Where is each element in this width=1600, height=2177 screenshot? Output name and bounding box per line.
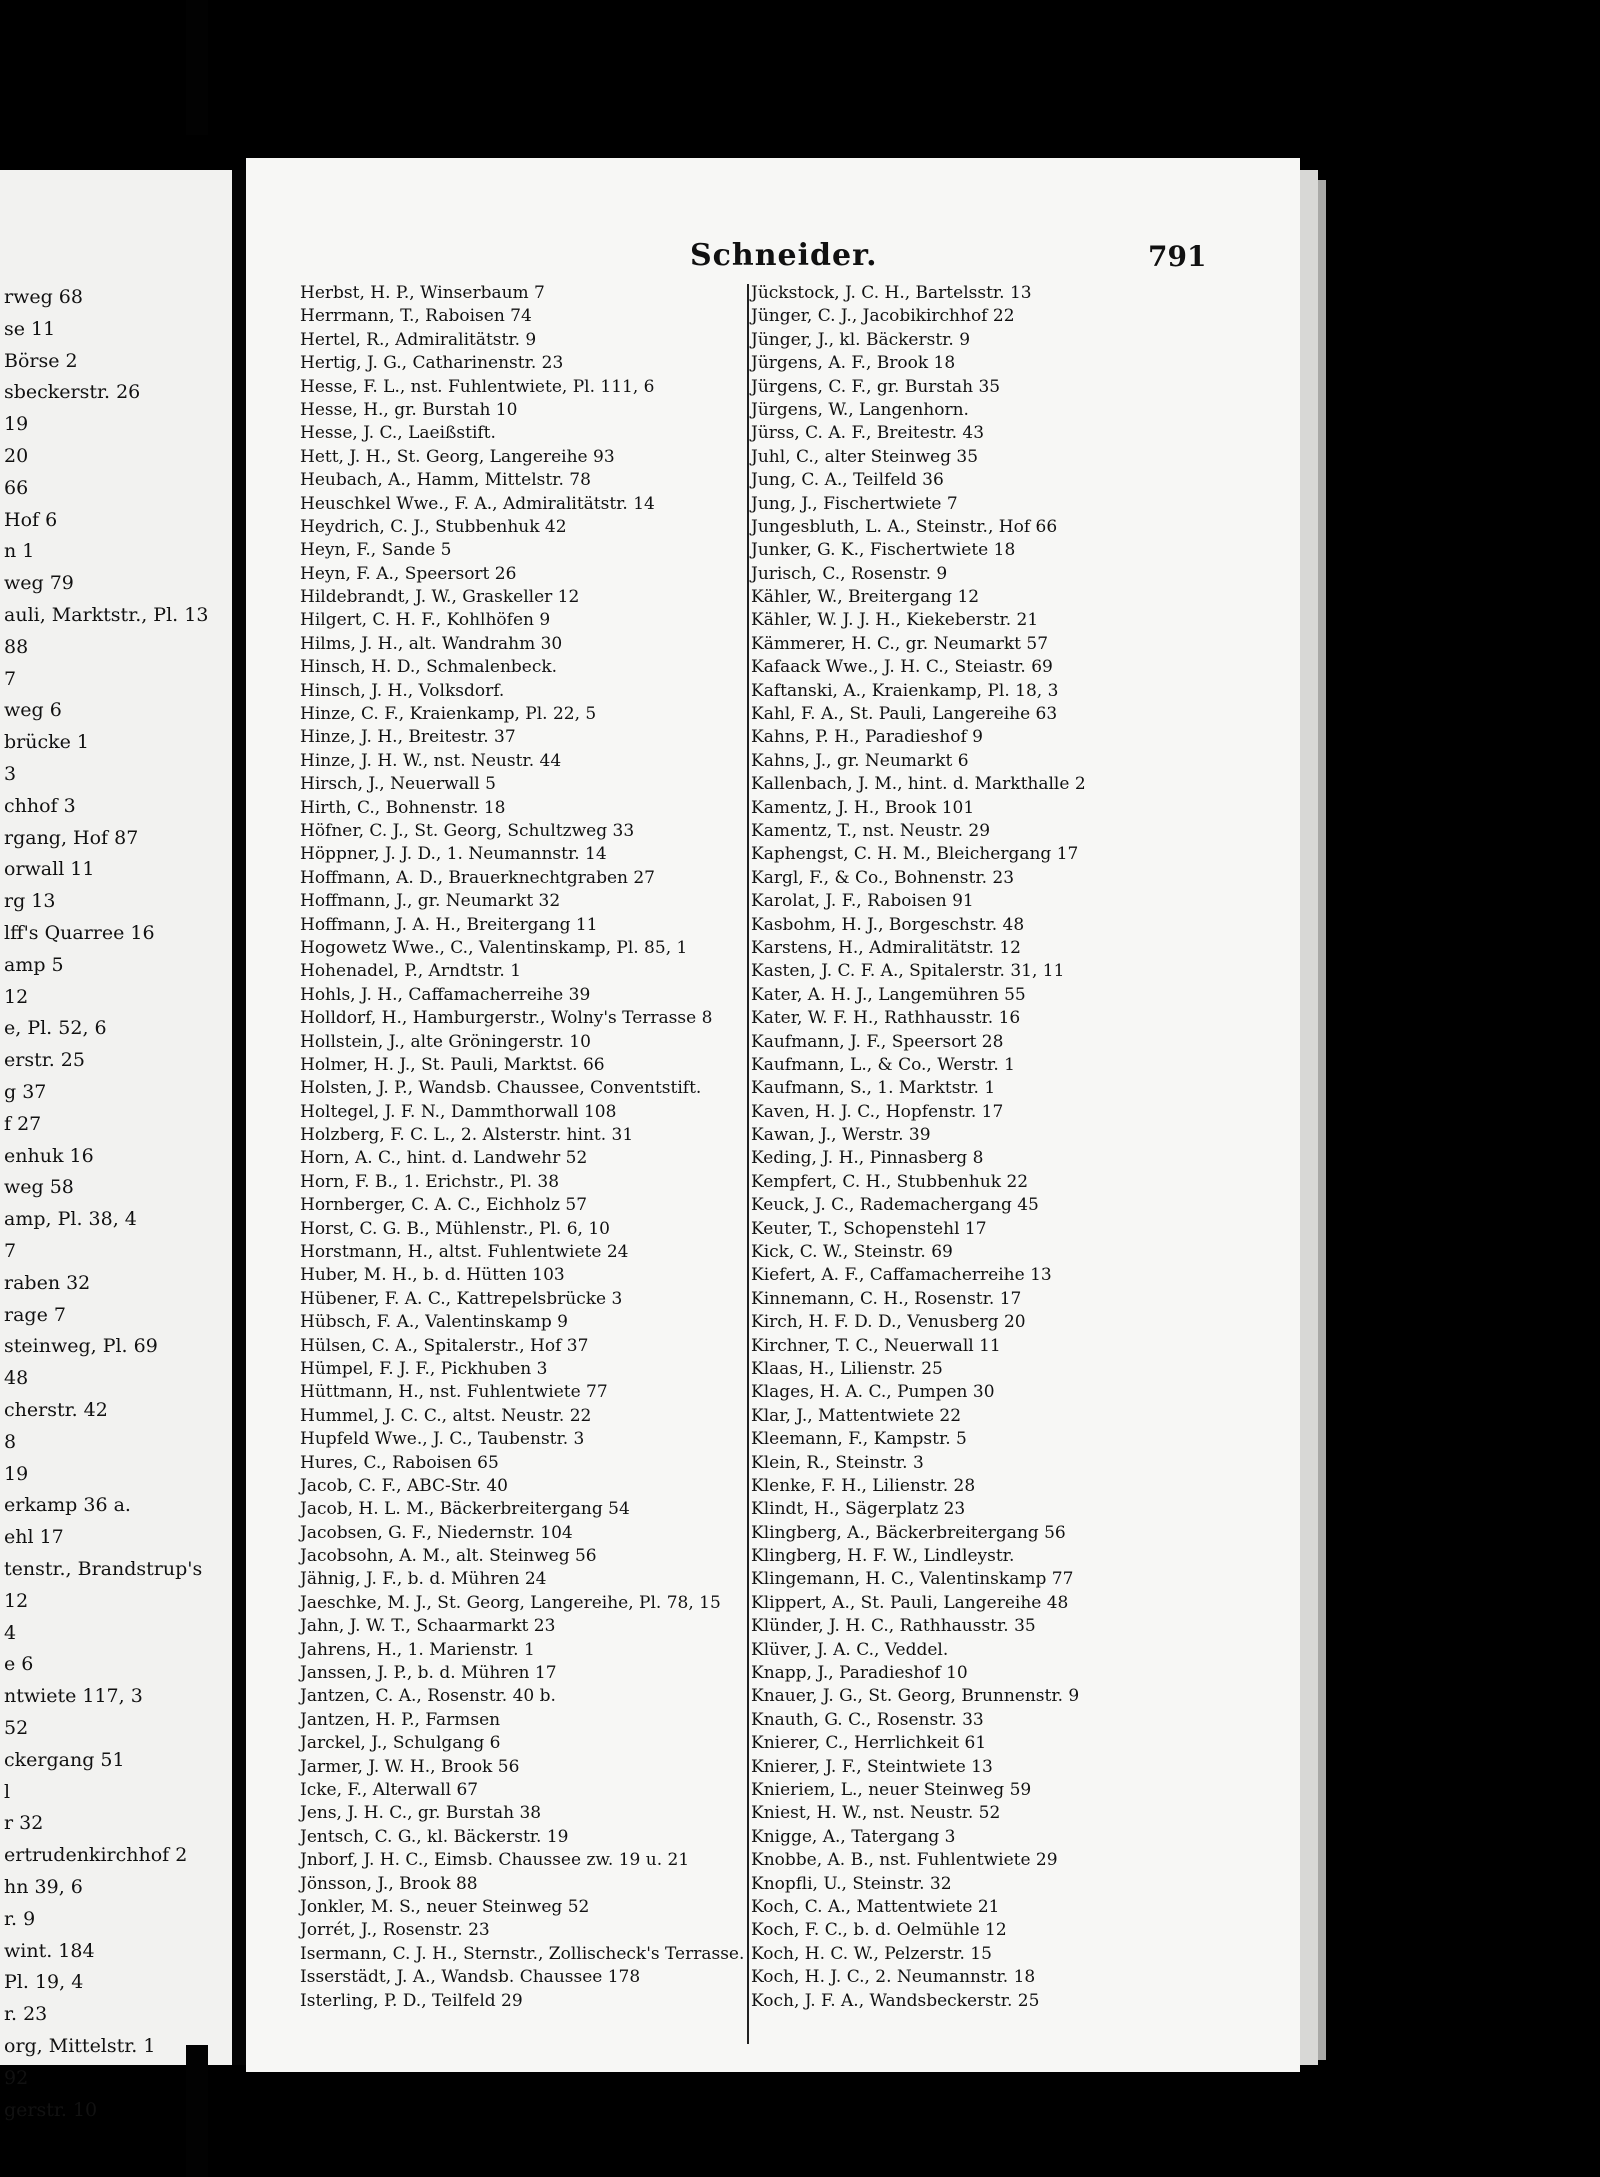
directory-entry: r. 9: [4, 1907, 36, 1930]
directory-entry: 66: [4, 476, 29, 499]
directory-entry: Hoffmann, J., gr. Neumarkt 32: [300, 891, 561, 912]
directory-entry: Knigge, A., Tatergang 3: [751, 1826, 956, 1847]
directory-entry: Hohenadel, P., Arndtstr. 1: [300, 961, 522, 982]
directory-entry: tenstr., Brandstrup's: [4, 1558, 203, 1580]
directory-entry: ertrudenkirchhof 2: [4, 1844, 188, 1867]
directory-entry: Knopfli, U., Steinstr. 32: [751, 1873, 952, 1894]
directory-entry: Knieriem, L., neuer Steinweg 59: [751, 1780, 1032, 1800]
right-page: [246, 158, 1300, 2072]
directory-entry: Kargl, F., & Co., Bohnenstr. 23: [751, 867, 1015, 888]
page-tab-bottom: [186, 2045, 208, 2177]
directory-entry: Kähler, W., Breitergang 12: [751, 587, 980, 608]
directory-entry: ehl 17: [4, 1526, 64, 1549]
directory-entry: Hüttmann, H., nst. Fuhlentwiete 77: [300, 1382, 608, 1403]
directory-entry: Hesse, J. C., Laeißstift.: [300, 423, 496, 444]
directory-entry: Hinsch, H. D., Schmalenbeck.: [300, 657, 558, 678]
directory-entry: Klippert, A., St. Pauli, Langereihe 48: [751, 1592, 1069, 1613]
directory-entry: Hirsch, J., Neuerwall 5: [300, 774, 496, 795]
directory-entry: amp, Pl. 38, 4: [4, 1208, 137, 1231]
directory-entry: Klein, R., Steinstr. 3: [751, 1452, 924, 1473]
directory-entry: Kater, W. F. H., Rathhausstr. 16: [751, 1008, 1021, 1029]
directory-entry: g 37: [4, 1081, 47, 1103]
directory-entry: Jurisch, C., Rosenstr. 9: [751, 563, 948, 584]
directory-entry: steinweg, Pl. 69: [4, 1335, 158, 1358]
directory-entry: Jönsson, J., Brook 88: [300, 1873, 478, 1894]
directory-entry: Jaeschke, M. J., St. Georg, Langereihe, Pl. 78, 15: [300, 1592, 721, 1613]
directory-entry: Kempfert, C. H., Stubbenhuk 22: [751, 1171, 1029, 1192]
directory-entry: Jahrens, H., 1. Marienstr. 1: [300, 1639, 535, 1660]
directory-entry: weg 6: [4, 699, 62, 722]
directory-entry: orwall 11: [4, 858, 95, 881]
directory-entry: weg 58: [4, 1176, 74, 1199]
directory-entry: Kasbohm, H. J., Borgeschstr. 48: [751, 914, 1025, 935]
directory-entry: enhuk 16: [4, 1144, 94, 1167]
directory-entry: Hinsch, J. H., Volksdorf.: [300, 680, 505, 701]
directory-entry: Jentsch, C. G., kl. Bäckerstr. 19: [300, 1826, 569, 1847]
directory-entry: Isserstädt, J. A., Wandsb. Chaussee 178: [300, 1967, 641, 1988]
directory-column-left: [300, 282, 800, 2013]
directory-entry: Kleemann, F., Kampstr. 5: [751, 1429, 967, 1450]
book-gutter: [232, 170, 246, 2065]
directory-entry: Hoffmann, J. A. H., Breitergang 11: [300, 914, 598, 935]
directory-entry: Hures, C., Raboisen 65: [300, 1452, 499, 1473]
directory-entry: Jünger, J., kl. Bäckerstr. 9: [751, 329, 971, 350]
page-header-title: Schneider.: [690, 238, 878, 273]
directory-entry: Hesse, F. L., nst. Fuhlentwiete, Pl. 111, 6: [300, 376, 655, 397]
directory-entry: gerstr. 10: [4, 2098, 98, 2121]
directory-entry: Kamentz, T., nst. Neustr. 29: [751, 820, 991, 841]
directory-entry: cherstr. 42: [4, 1399, 108, 1421]
directory-entry: Knapp, J., Paradieshof 10: [751, 1663, 968, 1684]
directory-entry: Hinze, J. H., Breitestr. 37: [300, 727, 516, 748]
directory-entry: Kaufmann, J. F., Speersort 28: [751, 1031, 1004, 1052]
directory-entry: Holmer, H. J., St. Pauli, Marktst. 66: [300, 1054, 605, 1075]
directory-entry: Keuter, T., Schopenstehl 17: [751, 1218, 987, 1239]
directory-entry: Holsten, J. P., Wandsb. Chaussee, Conventstift.: [300, 1078, 702, 1099]
directory-entry: Klaas, H., Lilienstr. 25: [751, 1358, 943, 1379]
directory-entry: Kafaack Wwe., J. H. C., Steiastr. 69: [751, 657, 1053, 678]
directory-entry: Jantzen, C. A., Rosenstr. 40 b.: [300, 1686, 556, 1707]
directory-entry: Isermann, C. J. H., Sternstr., Zollischeck's Terrasse.: [300, 1943, 745, 1964]
directory-entry: n 1: [4, 540, 35, 563]
directory-entry: Kähler, W. J. J. H., Kiekeberstr. 21: [751, 610, 1039, 631]
directory-entry: Hogowetz Wwe., C., Valentinskamp, Pl. 85, 1: [300, 937, 688, 958]
directory-entry: Börse 2: [4, 349, 78, 372]
directory-entry: 19: [4, 1462, 29, 1485]
directory-entry: Jünger, C. J., Jacobikirchhof 22: [751, 306, 1015, 327]
directory-entry: 3: [4, 763, 17, 785]
directory-entry: Koch, C. A., Mattentwiete 21: [751, 1896, 1000, 1917]
directory-entry: Isterling, P. D., Teilfeld 29: [300, 1990, 523, 2011]
directory-entry: Hornberger, C. A. C., Eichholz 57: [300, 1195, 588, 1216]
page-stack-edge-shadow: [1318, 180, 1326, 2060]
directory-entry: l: [4, 1780, 11, 1803]
directory-entry: Hohls, J. H., Caffamacherreihe 39: [300, 984, 591, 1005]
directory-entry: Horstmann, H., altst. Fuhlentwiete 24: [300, 1242, 629, 1263]
directory-entry: Junker, G. K., Fischertwiete 18: [751, 540, 1016, 561]
directory-entry: Koch, H. C. W., Pelzerstr. 15: [751, 1943, 992, 1964]
directory-entry: Hübener, F. A. C., Kattrepelsbrücke 3: [300, 1288, 623, 1309]
directory-entry: Jungesbluth, L. A., Steinstr., Hof 66: [751, 516, 1058, 537]
directory-entry: Holtegel, J. F. N., Dammthorwall 108: [300, 1101, 617, 1122]
directory-entry: Heubach, A., Hamm, Mittelstr. 78: [300, 470, 591, 491]
directory-entry: Heyn, F., Sande 5: [300, 540, 452, 561]
directory-entry: 8: [4, 1430, 17, 1453]
directory-entry: rg 13: [4, 890, 56, 913]
directory-entry: Jahn, J. W. T., Schaarmarkt 23: [300, 1616, 556, 1637]
directory-entry: Klünder, J. H. C., Rathhausstr. 35: [751, 1616, 1036, 1637]
directory-entry: Klar, J., Mattentwiete 22: [751, 1405, 962, 1426]
directory-entry: Horn, A. C., hint. d. Landwehr 52: [300, 1148, 588, 1169]
directory-entry: weg 79: [4, 572, 74, 595]
directory-entry: sbeckerstr. 26: [4, 381, 141, 404]
directory-entry: Horst, C. G. B., Mühlenstr., Pl. 6, 10: [300, 1218, 610, 1239]
directory-entry: erkamp 36 a.: [4, 1494, 131, 1517]
directory-entry: r. 23: [4, 2003, 48, 2026]
directory-entry: Jürgens, W., Langenhorn.: [751, 399, 969, 420]
directory-entry: Knauer, J. G., St. Georg, Brunnenstr. 9: [751, 1686, 1080, 1707]
directory-entry: Jung, C. A., Teilfeld 36: [751, 470, 944, 491]
directory-entry: Jens, J. H. C., gr. Burstah 38: [300, 1803, 542, 1824]
directory-entry: Hilgert, C. H. F., Kohlhöfen 9: [300, 610, 551, 631]
directory-entry: se 11: [4, 317, 56, 340]
directory-entry: Knauth, G. C., Rosenstr. 33: [751, 1709, 984, 1730]
directory-entry: Hof 6: [4, 508, 58, 531]
directory-entry: Jürgens, C. F., gr. Burstah 35: [751, 376, 1001, 397]
directory-entry: Jürgens, A. F., Brook 18: [751, 353, 956, 374]
directory-entry: Koch, H. J. C., 2. Neumannstr. 18: [751, 1967, 1036, 1988]
directory-entry: Höppner, J. J. D., 1. Neumannstr. 14: [300, 844, 607, 865]
directory-entry: 7: [4, 667, 17, 690]
directory-entry: brücke 1: [4, 731, 90, 754]
directory-entry: 4: [4, 1621, 17, 1644]
directory-entry: Kahns, P. H., Paradieshof 9: [751, 727, 983, 748]
directory-entry: amp 5: [4, 953, 64, 976]
directory-entry: raben 32: [4, 1271, 91, 1294]
directory-entry: Kasten, J. C. F. A., Spitalerstr. 31, 11: [751, 961, 1065, 982]
directory-entry: 12: [4, 1589, 29, 1612]
directory-entry: Icke, F., Alterwall 67: [300, 1780, 479, 1800]
directory-entry: Huber, M. H., b. d. Hütten 103: [300, 1265, 565, 1286]
directory-entry: Klingberg, A., Bäckerbreitergang 56: [751, 1522, 1066, 1543]
directory-entry: Jarckel, J., Schulgang 6: [300, 1733, 501, 1754]
directory-entry: erstr. 25: [4, 1049, 85, 1072]
directory-entry: r 32: [4, 1812, 44, 1835]
directory-entry: Hümpel, F. J. F., Pickhuben 3: [300, 1358, 548, 1379]
directory-entry: Jarmer, J. W. H., Brook 56: [300, 1756, 520, 1777]
directory-entry: Kniest, H. W., nst. Neustr. 52: [751, 1803, 1001, 1824]
directory-entry: Heuschkel Wwe., F. A., Admiralitätstr. 14: [300, 493, 655, 514]
directory-entry: Kallenbach, J. M., hint. d. Markthalle 2: [751, 774, 1086, 795]
directory-entry: Jorrét, J., Rosenstr. 23: [300, 1920, 490, 1941]
directory-entry: Keuck, J. C., Rademachergang 45: [751, 1195, 1039, 1216]
directory-entry: Kirchner, T. C., Neuerwall 11: [751, 1335, 1001, 1356]
directory-entry: Hesse, H., gr. Burstah 10: [300, 399, 518, 420]
directory-entry: Kämmerer, H. C., gr. Neumarkt 57: [751, 633, 1049, 654]
directory-entry: Hirth, C., Bohnenstr. 18: [300, 797, 506, 818]
directory-entry: 19: [4, 413, 29, 436]
directory-entry: Höfner, C. J., St. Georg, Schultzweg 33: [300, 820, 635, 841]
directory-entry: Jähnig, J. F., b. d. Mühren 24: [300, 1569, 547, 1590]
directory-entry: 7: [4, 1240, 17, 1262]
directory-entry: Knobbe, A. B., nst. Fuhlentwiete 29: [751, 1850, 1058, 1871]
directory-entry: 12: [4, 985, 29, 1008]
directory-entry: Hilms, J. H., alt. Wandrahm 30: [300, 633, 563, 654]
directory-entry: 48: [4, 1367, 29, 1390]
directory-entry: Janssen, J. P., b. d. Mühren 17: [300, 1663, 557, 1684]
directory-entry: Hummel, J. C. C., altst. Neustr. 22: [300, 1405, 592, 1426]
directory-entry: Kawan, J., Werstr. 39: [751, 1125, 931, 1146]
page-stack-edge: [1300, 170, 1318, 2065]
directory-entry: Kaftanski, A., Kraienkamp, Pl. 18, 3: [751, 680, 1059, 701]
directory-entry: Hinze, J. H. W., nst. Neustr. 44: [300, 750, 562, 771]
directory-entry: Herbst, H. P., Winserbaum 7: [300, 283, 545, 303]
directory-entry: Kahl, F. A., St. Pauli, Langereihe 63: [751, 704, 1058, 725]
directory-entry: Klüver, J. A. C., Veddel.: [751, 1639, 949, 1660]
directory-entry: wint. 184: [4, 1939, 95, 1962]
directory-entry: rweg 68: [4, 286, 83, 308]
directory-entry: e 6: [4, 1653, 34, 1676]
directory-entry: Kaphengst, C. H. M., Bleichergang 17: [751, 844, 1079, 865]
directory-entry: Hoffmann, A. D., Brauerknechtgraben 27: [300, 867, 655, 888]
directory-entry: Hupfeld Wwe., J. C., Taubenstr. 3: [300, 1429, 585, 1450]
directory-entry: Kirch, H. F. D. D., Venusberg 20: [751, 1312, 1026, 1333]
directory-column-right: [751, 282, 1311, 2013]
directory-entry: Keding, J. H., Pinnasberg 8: [751, 1148, 984, 1169]
directory-entry: org, Mittelstr. 1: [4, 2035, 156, 2057]
directory-entry: Heydrich, C. J., Stubbenhuk 42: [300, 516, 567, 537]
directory-entry: Jonkler, M. S., neuer Steinweg 52: [300, 1896, 590, 1917]
directory-entry: f 27: [4, 1112, 42, 1135]
directory-entry: rage 7: [4, 1303, 66, 1326]
directory-entry: Kick, C. W., Steinstr. 69: [751, 1242, 953, 1263]
directory-entry: Hübsch, F. A., Valentinskamp 9: [300, 1312, 568, 1333]
directory-entry: Jürss, C. A. F., Breitestr. 43: [751, 423, 985, 444]
directory-entry: Hildebrandt, J. W., Graskeller 12: [300, 587, 580, 608]
directory-entry: Kaven, H. J. C., Hopfenstr. 17: [751, 1101, 1004, 1122]
directory-entry: Jnborf, J. H. C., Eimsb. Chaussee zw. 19 u. 21: [300, 1850, 690, 1871]
directory-entry: Kaufmann, L., & Co., Werstr. 1: [751, 1054, 1015, 1075]
directory-entry: Kahns, J., gr. Neumarkt 6: [751, 750, 969, 771]
directory-entry: Holzberg, F. C. L., 2. Alsterstr. hint. 31: [300, 1125, 634, 1146]
directory-entry: Kamentz, J. H., Brook 101: [751, 797, 975, 818]
directory-entry: 52: [4, 1717, 29, 1739]
directory-entry: Koch, F. C., b. d. Oelmühle 12: [751, 1920, 1007, 1941]
directory-entry: Herrmann, T., Raboisen 74: [300, 306, 532, 327]
directory-entry: Knierer, C., Herrlichkeit 61: [751, 1733, 987, 1754]
directory-entry: Jung, J., Fischertwiete 7: [751, 493, 958, 514]
directory-entry: Klages, H. A. C., Pumpen 30: [751, 1382, 995, 1403]
directory-entry: Klingemann, H. C., Valentinskamp 77: [751, 1569, 1074, 1590]
directory-entry: Hertig, J. G., Catharinenstr. 23: [300, 353, 564, 374]
directory-entry: Jacob, C. F., ABC-Str. 40: [300, 1475, 508, 1496]
directory-entry: Hülsen, C. A., Spitalerstr., Hof 37: [300, 1335, 589, 1356]
directory-entry: Horn, F. B., 1. Erichstr., Pl. 38: [300, 1171, 560, 1192]
directory-entry: rgang, Hof 87: [4, 826, 139, 849]
directory-entry: Hertel, R., Admiralitätstr. 9: [300, 329, 537, 350]
directory-entry: Klingberg, H. F. W., Lindleystr.: [751, 1546, 1015, 1567]
directory-entry: Koch, J. F. A., Wandsbeckerstr. 25: [751, 1990, 1040, 2011]
directory-entry: Juhl, C., alter Steinweg 35: [751, 446, 979, 467]
directory-entry: Kaufmann, S., 1. Marktstr. 1: [751, 1078, 996, 1099]
directory-entry: Karstens, H., Admiralitätstr. 12: [751, 937, 1021, 958]
left-page-fragment: [0, 170, 232, 2121]
directory-entry: 92: [4, 2066, 29, 2089]
directory-entry: Kater, A. H. J., Langemühren 55: [751, 984, 1026, 1005]
directory-entry: ntwiete 117, 3: [4, 1685, 143, 1708]
page-number: 791: [1148, 240, 1207, 273]
directory-entry: Hett, J. H., St. Georg, Langereihe 93: [300, 446, 615, 467]
directory-entry: auli, Marktstr., Pl. 13: [4, 604, 209, 626]
directory-entry: Kinnemann, C. H., Rosenstr. 17: [751, 1288, 1022, 1309]
directory-entry: Jantzen, H. P., Farmsen: [300, 1709, 501, 1730]
directory-entry: Holldorf, H., Hamburgerstr., Wolny's Terrasse 8: [300, 1008, 713, 1029]
directory-entry: Jückstock, J. C. H., Bartelsstr. 13: [751, 283, 1032, 303]
directory-entry: hn 39, 6: [4, 1876, 83, 1898]
directory-entry: Klenke, F. H., Lilienstr. 28: [751, 1475, 976, 1496]
directory-entry: e, Pl. 52, 6: [4, 1017, 107, 1040]
directory-entry: 88: [4, 635, 29, 658]
directory-entry: Karolat, J. F., Raboisen 91: [751, 891, 974, 912]
directory-entry: Pl. 19, 4: [4, 1971, 84, 1994]
directory-entry: Knierer, J. F., Steintwiete 13: [751, 1756, 993, 1777]
directory-entry: Klindt, H., Sägerplatz 23: [751, 1499, 966, 1520]
directory-entry: Kiefert, A. F., Caffamacherreihe 13: [751, 1265, 1052, 1286]
directory-entry: ckergang 51: [4, 1748, 125, 1771]
directory-entry: Jacobsohn, A. M., alt. Steinweg 56: [300, 1546, 597, 1567]
directory-entry: Jacobsen, G. F., Niedernstr. 104: [300, 1522, 573, 1543]
directory-entry: Jacob, H. L. M., Bäckerbreitergang 54: [300, 1499, 630, 1520]
directory-entry: Heyn, F. A., Speersort 26: [300, 563, 517, 584]
page-tab-top: [186, 0, 208, 135]
directory-entry: 20: [4, 445, 29, 467]
directory-entry: chhof 3: [4, 794, 76, 817]
directory-entry: Hinze, C. F., Kraienkamp, Pl. 22, 5: [300, 704, 597, 725]
directory-entry: Hollstein, J., alte Gröningerstr. 10: [300, 1031, 591, 1052]
directory-entry: lff's Quarree 16: [4, 922, 155, 944]
